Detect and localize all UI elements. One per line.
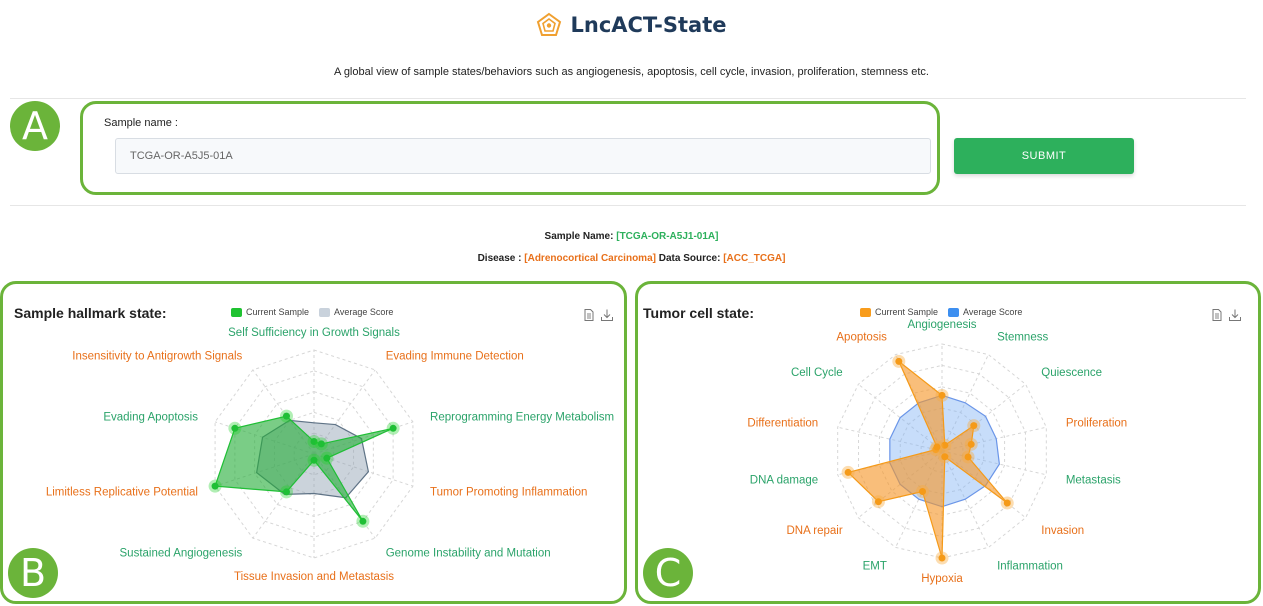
radar-axis-label: Cell Cycle	[790, 366, 843, 379]
radar-axis-label: Invasion	[1041, 525, 1085, 538]
radar-point[interactable]	[283, 413, 290, 420]
app-title: LncACT-State	[570, 13, 727, 37]
legend-current-label[interactable]: Current Sample	[875, 307, 939, 317]
sample-name-info-label: Sample Name:	[544, 231, 614, 242]
radar-axis-label: Angiogenesis	[907, 319, 977, 331]
radar-point[interactable]	[359, 518, 366, 525]
disease-info-value: [Adrenocortical Carcinoma]	[524, 253, 656, 264]
radar-axis-label: Differentiation	[747, 417, 819, 430]
radar-axis-label: Inflammation	[997, 560, 1063, 573]
radar-point[interactable]	[895, 358, 902, 365]
radar-axis-label: Tissue Invasion and Metastasis	[233, 571, 395, 583]
hallmark-radar-chart	[0, 281, 627, 604]
radar-axis-label: Proliferation	[1065, 417, 1128, 430]
radar-axis-label: DNA repair	[786, 525, 843, 538]
data-source-value: [ACC_TCGA]	[723, 253, 786, 264]
radar-point[interactable]	[919, 488, 926, 495]
divider	[10, 205, 1246, 206]
page-subtitle: A global view of sample states/behaviors such as angiogenesis, apoptosis, cell cycle, invasion, proliferation, stemness etc.	[334, 66, 929, 78]
radar-point[interactable]	[970, 422, 977, 429]
radar-point[interactable]	[323, 455, 330, 462]
badge-c: C	[643, 548, 693, 598]
radar-point[interactable]	[212, 483, 219, 490]
submit-button[interactable]: SUBMIT	[954, 138, 1134, 174]
hallmark-panel-title: Sample hallmark state:	[14, 305, 167, 321]
radar-point[interactable]	[845, 469, 852, 476]
tumor-radar-chart	[635, 281, 1261, 604]
radar-axis-label: Quiescence	[1041, 366, 1103, 379]
legend-current-label[interactable]: Current Sample	[246, 307, 310, 317]
sample-name-label: Sample name :	[104, 117, 178, 129]
divider	[10, 98, 1246, 99]
radar-axis-label: Tumor Promoting Inflammation	[430, 486, 588, 499]
pentagon-radar-logo-icon	[536, 12, 562, 38]
radar-point[interactable]	[965, 453, 972, 460]
radar-axis-label: EMT	[862, 560, 887, 573]
radar-axis-label: Limitless Replicative Potential	[45, 486, 198, 499]
disease-info-label: Disease :	[477, 253, 522, 264]
tumor-panel-title: Tumor cell state:	[643, 305, 754, 321]
badge-b: B	[8, 548, 58, 598]
radar-point[interactable]	[875, 498, 882, 505]
radar-point[interactable]	[939, 392, 946, 399]
radar-axis-label: Apoptosis	[836, 331, 887, 344]
radar-point[interactable]	[939, 555, 946, 562]
radar-axis-label: Evading Immune Detection	[385, 350, 524, 363]
radar-axis-label: Reprogramming Energy Metabolism	[430, 411, 615, 424]
data-source-label: Data Source:	[658, 253, 721, 264]
radar-point[interactable]	[283, 488, 290, 495]
brand	[536, 12, 726, 38]
radar-axis-label: Genome Instability and Mutation	[385, 547, 551, 560]
radar-point[interactable]	[933, 443, 940, 450]
radar-point[interactable]	[318, 440, 325, 447]
page-header	[0, 12, 1263, 43]
radar-axis-label: Metastasis	[1065, 474, 1121, 487]
radar-axis-label: Insensitivity to Antigrowth Signals	[72, 350, 243, 363]
radar-point[interactable]	[1004, 500, 1011, 507]
radar-point[interactable]	[968, 441, 975, 448]
radar-point[interactable]	[231, 425, 238, 432]
disease-info-line	[0, 253, 1263, 264]
radar-axis-label: DNA damage	[749, 474, 819, 487]
radar-point[interactable]	[311, 457, 318, 464]
radar-axis-label: Evading Apoptosis	[103, 411, 198, 424]
radar-axis-label: Self Sufficiency in Growth Signals	[228, 327, 400, 339]
radar-axis-label: Stemness	[997, 331, 1049, 344]
radar-point[interactable]	[390, 425, 397, 432]
radar-point[interactable]	[941, 453, 948, 460]
sample-info-line	[0, 231, 1263, 242]
legend-average-label[interactable]: Average Score	[963, 307, 1023, 317]
radar-axis-label: Hypoxia	[921, 573, 963, 585]
badge-a: A	[10, 101, 60, 151]
legend-average-label[interactable]: Average Score	[334, 307, 394, 317]
radar-axis-label: Sustained Angiogenesis	[119, 547, 243, 560]
sample-name-input[interactable]	[115, 138, 931, 174]
sample-name-info-value: [TCGA-OR-A5J1-01A]	[616, 231, 719, 242]
